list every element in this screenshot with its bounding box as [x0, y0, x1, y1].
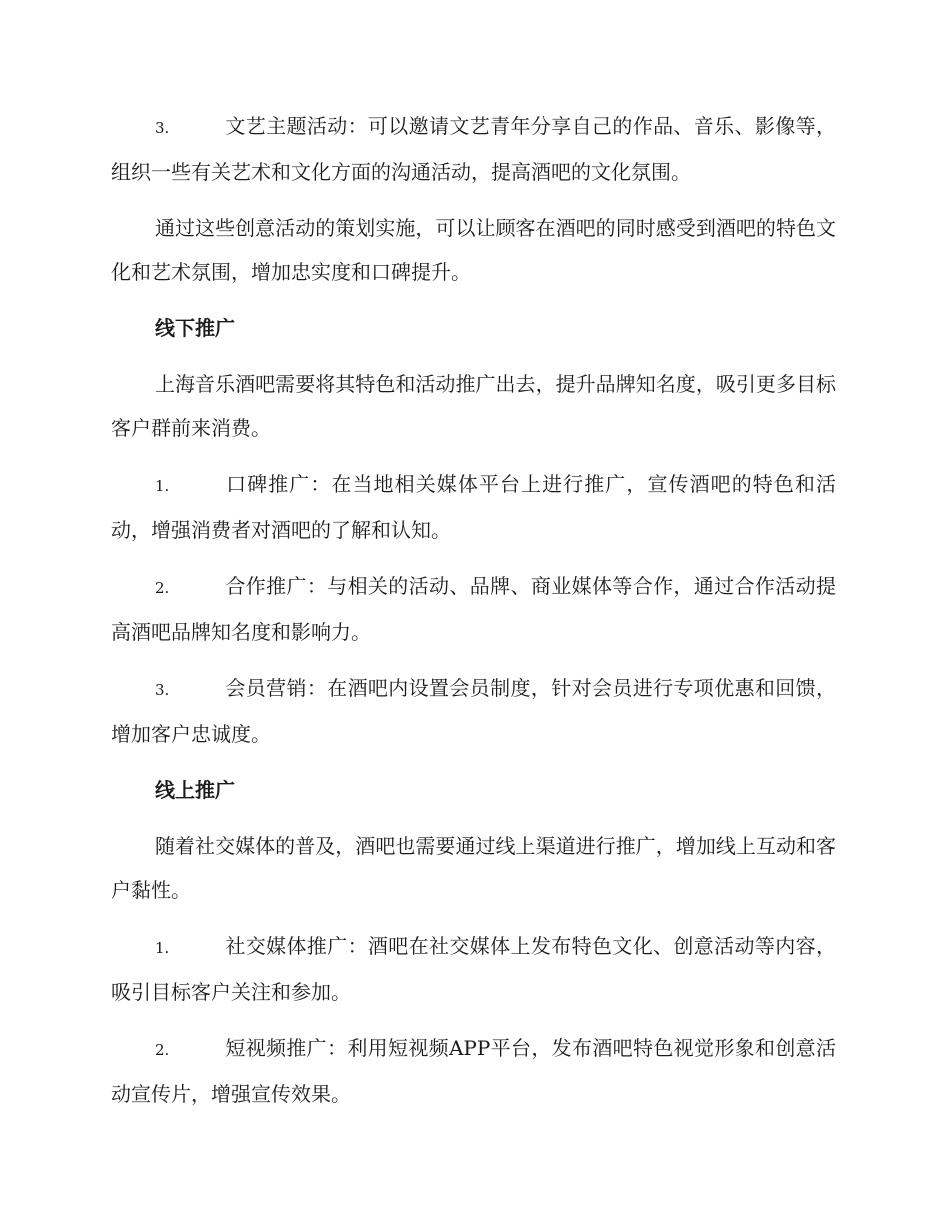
list-item-word-of-mouth [111, 462, 836, 552]
paragraph-online-intro: 随着社交媒体的普及，酒吧也需要通过线上渠道进行推广，增加线上互动和客户黏性。 [111, 834, 836, 902]
list-item-social-media [111, 924, 836, 1014]
heading-online-promotion: 线上推广 [155, 778, 235, 802]
list-text: 合作推广：与相关的活动、品牌、商业媒体等合作，通过合作活动提高酒吧品牌知名度和影响力。 [111, 574, 836, 644]
heading-offline-promotion: 线下推广 [155, 316, 235, 340]
list-item-art-activities [111, 104, 836, 194]
document-page [111, 104, 836, 1128]
list-text: 文艺主题活动：可以邀请文艺青年分享自己的作品、音乐、影像等，组织一些有关艺术和文化方面的沟通活动，提高酒吧的文化氛围。 [111, 114, 836, 184]
paragraph-offline-intro: 上海音乐酒吧需要将其特色和活动推广出去，提升品牌知名度，吸引更多目标客户群前来消费。 [111, 372, 836, 440]
list-text: 社交媒体推广：酒吧在社交媒体上发布特色文化、创意活动等内容，吸引目标客户关注和参加。 [111, 934, 836, 1004]
list-text: 会员营销：在酒吧内设置会员制度，针对会员进行专项优惠和回馈，增加客户忠诚度。 [111, 676, 836, 746]
list-number: 1. [155, 477, 170, 495]
list-number: 2. [155, 579, 170, 597]
paragraph-creative-summary: 通过这些创意活动的策划实施，可以让顾客在酒吧的同时感受到酒吧的特色文化和艺术氛围，增加忠实度和口碑提升。 [111, 216, 836, 284]
list-item-partnership [111, 564, 836, 654]
list-number: 3. [155, 119, 170, 137]
list-number: 1. [155, 939, 170, 957]
list-text: 短视频推广：利用短视频APP平台，发布酒吧特色视觉形象和创意活动宣传片，增强宣传效果。 [111, 1036, 836, 1106]
list-item-short-video [111, 1026, 836, 1116]
list-number: 2. [155, 1041, 170, 1059]
list-item-membership [111, 666, 836, 756]
list-number: 3. [155, 681, 170, 699]
list-text: 口碑推广：在当地相关媒体平台上进行推广，宣传酒吧的特色和活动，增强消费者对酒吧的了解和认知。 [111, 472, 836, 542]
